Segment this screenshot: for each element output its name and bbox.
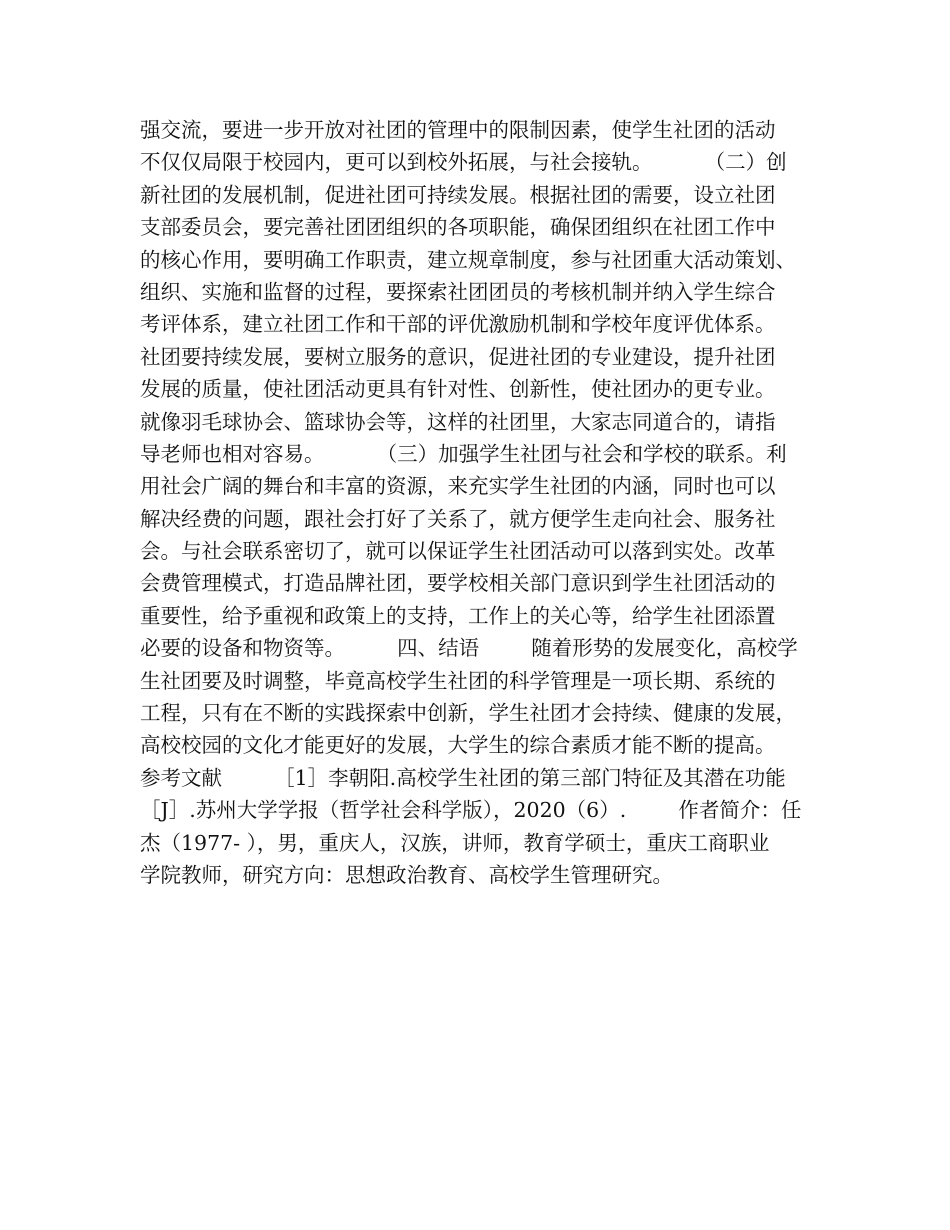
- body-text: [140, 114, 830, 891]
- text-line: 新社团的发展机制，促进社团可持续发展。根据社团的需要，设立社团: [140, 182, 776, 207]
- text-line: 重要性，给予重视和政策上的支持，工作上的关心等，给学生社团添置: [140, 603, 776, 628]
- text-line: 组织、实施和监督的过程，要探索社团团员的考核机制并纳入学生综合: [140, 279, 776, 304]
- author-bio-line: 学院教师，研究方向：思想政治教育、高校学生管理研究。: [140, 862, 673, 887]
- text-line: 生社团要及时调整，毕竟高校学生社团的科学管理是一项长期、系统的: [140, 668, 776, 693]
- text-line: 工程，只有在不断的实践探索中创新，学生社团才会持续、健康的发展，: [140, 701, 796, 726]
- text-line: 必要的设备和物资等。 四、结语 随着形势的发展变化，高校学: [140, 636, 798, 661]
- text-line: 就像羽毛球协会、篮球协会等，这样的社团里，大家志同道合的，请指: [140, 409, 776, 434]
- reference-line: 参考文献 ［1］李朝阳.高校学生社团的第三部门特征及其潜在功能: [140, 765, 786, 790]
- text-line: 导老师也相对容易。 （三）加强学生社团与社会和学校的联系。利: [140, 441, 787, 466]
- text-line: 考评体系，建立社团工作和干部的评优激励机制和学校年度评优体系。: [140, 312, 776, 337]
- text-line: 的核心作用，要明确工作职责，建立规章制度，参与社团重大活动策划、: [140, 247, 796, 272]
- author-bio-line: 杰（1977- ），男，重庆人，汉族，讲师，教育学硕士，重庆工商职业: [140, 830, 770, 855]
- text-line: 发展的质量，使社团活动更具有针对性、创新性，使社团办的更专业。: [140, 377, 776, 402]
- text-line: 支部委员会，要完善社团团组织的各项职能，确保团组织在社团工作中: [140, 215, 776, 240]
- text-line: 高校校园的文化才能更好的发展，大学生的综合素质才能不断的提高。: [140, 733, 776, 758]
- text-line: 不仅仅局限于校园内，更可以到校外拓展，与社会接轨。 （二）创: [140, 150, 787, 175]
- text-line: 强交流，要进一步开放对社团的管理中的限制因素，使学生社团的活动: [140, 118, 776, 142]
- text-line: 用社会广阔的舞台和丰富的资源，来充实学生社团的内涵，同时也可以: [140, 474, 776, 499]
- text-line: 会费管理模式，打造品牌社团，要学校相关部门意识到学生社团活动的: [140, 571, 776, 596]
- text-line: 解决经费的问题，跟社会打好了关系了，就方便学生走向社会、服务社: [140, 506, 776, 531]
- reference-line: ［J］.苏州大学学报（哲学社会科学版），2020（6）. 作者简介：任: [140, 798, 802, 823]
- text-line: 会。与社会联系密切了，就可以保证学生社团活动可以落到实处。改革: [140, 539, 776, 564]
- text-line: 社团要持续发展，要树立服务的意识，促进社团的专业建设，提升社团: [140, 344, 776, 369]
